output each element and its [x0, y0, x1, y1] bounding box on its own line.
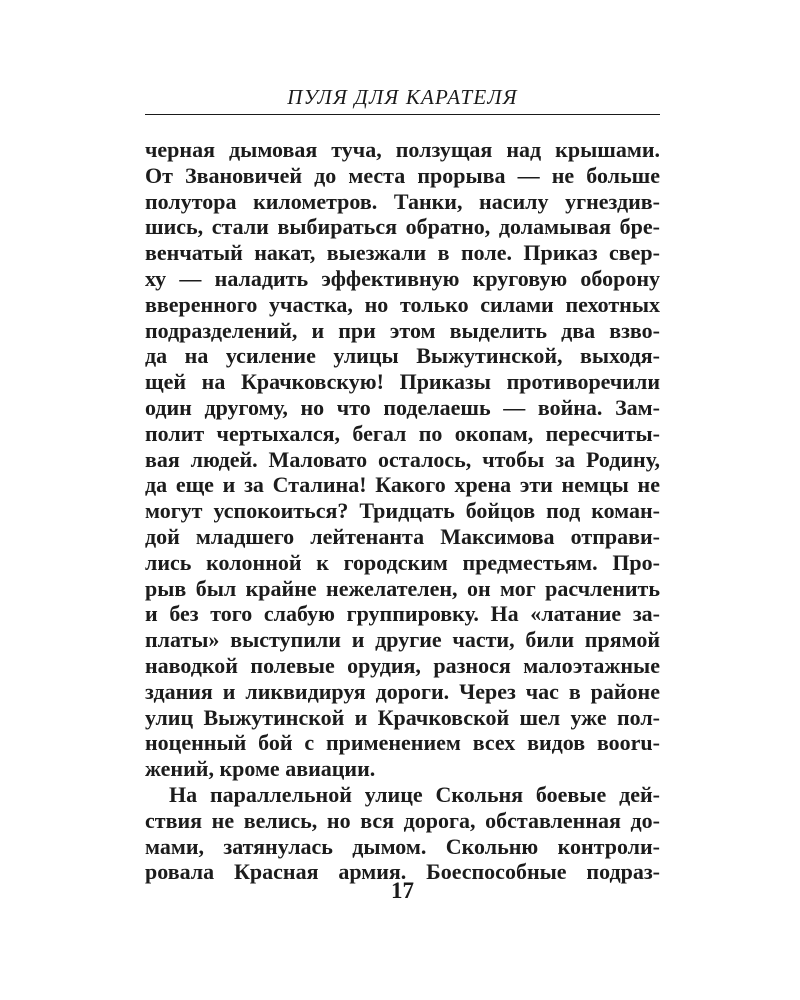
text-line: один другому, но что поделаешь — война. Зам-	[145, 394, 660, 420]
paragraph-end-line: жений, кроме авиации.	[145, 756, 376, 782]
text-line: подразделений, и при этом выделить два взво-	[145, 317, 660, 343]
text-line: венчатый накат, выезжали в поле. Приказ свер-	[145, 240, 660, 266]
text-line: да еще и за Сталина! Какого хрена эти немцы не	[145, 472, 660, 498]
text-line: вая людей. Маловато осталось, чтобы за Родину,	[145, 446, 660, 472]
text-line: шись, стали выбираться обратно, доламывая бре-	[145, 214, 660, 240]
text-line: ху — наладить эффективную круговую оборону	[145, 265, 660, 291]
text-line: вверенного участка, но только силами пехотных	[145, 291, 660, 317]
text-line: ноценный бой с применением всех видов вооru-	[145, 730, 660, 756]
text-line: да на усиление улицы Выжутинской, выходя-	[145, 343, 660, 369]
text-line: дой младшего лейтенанта Максимова отправи-	[145, 523, 660, 549]
page-number: 17	[391, 878, 414, 903]
text-line: лись колонной к городским предместьям. Про-	[145, 549, 660, 575]
text-line: От Звановичей до места прорыва — не больше	[145, 162, 660, 188]
text-line: здания и ликвидируя дороги. Через час в районе	[145, 678, 660, 704]
paragraph-first-line: На параллельной улице Скольня боевые дей-	[169, 781, 660, 807]
text-line: черная дымовая туча, ползущая над крышами.	[145, 137, 660, 162]
text-line: полит чертыхался, бегал по окопам, пересчиты-	[145, 420, 660, 446]
running-head	[145, 82, 660, 115]
text-line: полутора километров. Танки, насилу угнездив-	[145, 188, 660, 214]
running-title: ПУЛЯ ДЛЯ КАРАТЕЛЯ	[287, 85, 518, 109]
text-line: ствия не велись, но вся дорога, обставленная до-	[145, 807, 660, 833]
text-line: улиц Выжутинской и Крачковской шел уже пол-	[145, 704, 660, 730]
text-line: и без того слабую группировку. На «латание за-	[145, 601, 660, 627]
text-line: мами, затянулась дымом. Скольню контроли-	[145, 833, 660, 859]
text-line: щей на Крачковскую! Приказы противоречили	[145, 369, 660, 395]
text-line: наводкой полевые орудия, разнося малоэтажные	[145, 652, 660, 678]
body-text	[145, 137, 660, 885]
text-line: могут успокоиться? Тридцать бойцов под коман-	[145, 498, 660, 524]
text-line: платы» выступили и другие части, били прямой	[145, 627, 660, 653]
text-line: рыв был крайне нежелателен, он мог расчленить	[145, 575, 660, 601]
text-line: ровала Красная армия. Боеспособные подраз-	[145, 859, 660, 885]
